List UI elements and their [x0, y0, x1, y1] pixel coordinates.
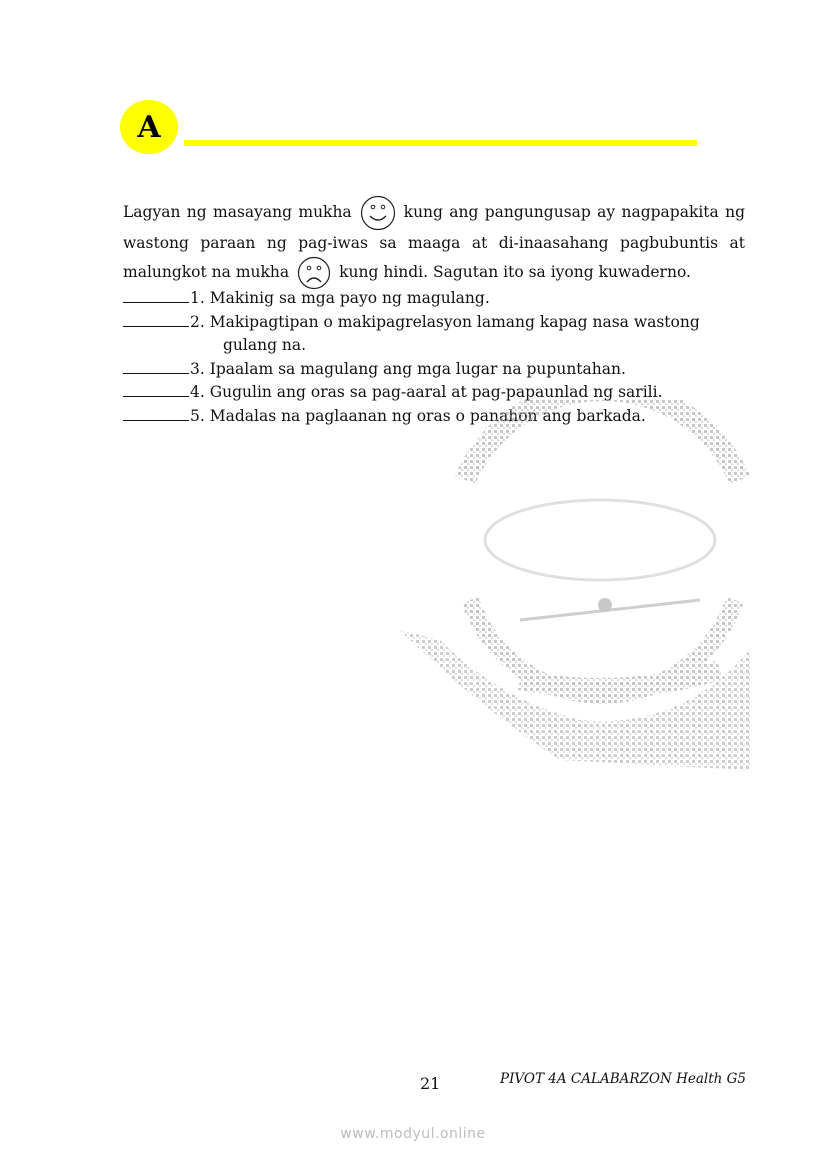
- answer-blank[interactable]: [123, 358, 189, 374]
- section-letter-badge: [120, 100, 178, 154]
- list-item: [123, 311, 745, 358]
- item-text: 2. Makipagtipan o makipagrelasyon lamang kapag nasa wastong: [190, 312, 700, 331]
- site-watermark: www.modyul.online: [340, 1126, 486, 1142]
- instructions-part3: kung hindi. Sagutan ito sa iyong kuwaderno.: [339, 263, 691, 281]
- item-text: 3. Ipaalam sa magulang ang mga lugar na pupuntahan.: [190, 359, 626, 378]
- item-text: 4. Gugulin ang oras sa pag-aaral at pag-papaunlad ng sarili.: [190, 383, 663, 401]
- instructions-paragraph: [123, 195, 745, 290]
- smiley-face-icon: [360, 195, 396, 231]
- footer-title: PIVOT 4A CALABARZON Health G5: [500, 1071, 747, 1087]
- item-text: 1. Makinig sa mga payo ng magulang.: [190, 289, 490, 307]
- page-number: 21: [420, 1074, 441, 1093]
- instructions-part2: kung ang pangungusap ay nagpapakita ng wastong paraan ng pag-iwas sa maaga at di-inaasahang pagbubuntis at malungkot na mukha: [123, 203, 745, 281]
- list-item: [123, 358, 745, 382]
- answer-blank[interactable]: [123, 381, 189, 397]
- item-text-continuation: gulang na.: [223, 336, 307, 354]
- instructions-part1: Lagyan ng masayang mukha: [123, 203, 352, 221]
- answer-blank[interactable]: [123, 405, 189, 421]
- list-item: [123, 287, 745, 311]
- answer-blank[interactable]: [123, 311, 189, 327]
- faded-seal-watermark: [380, 400, 750, 785]
- section-title-bar: [184, 140, 697, 146]
- sad-face-icon: [297, 256, 331, 290]
- answer-blank[interactable]: [123, 287, 189, 303]
- section-letter: A: [137, 109, 161, 145]
- item-text: 5. Madalas na paglaanan ng oras o panahon ang barkada.: [190, 406, 646, 425]
